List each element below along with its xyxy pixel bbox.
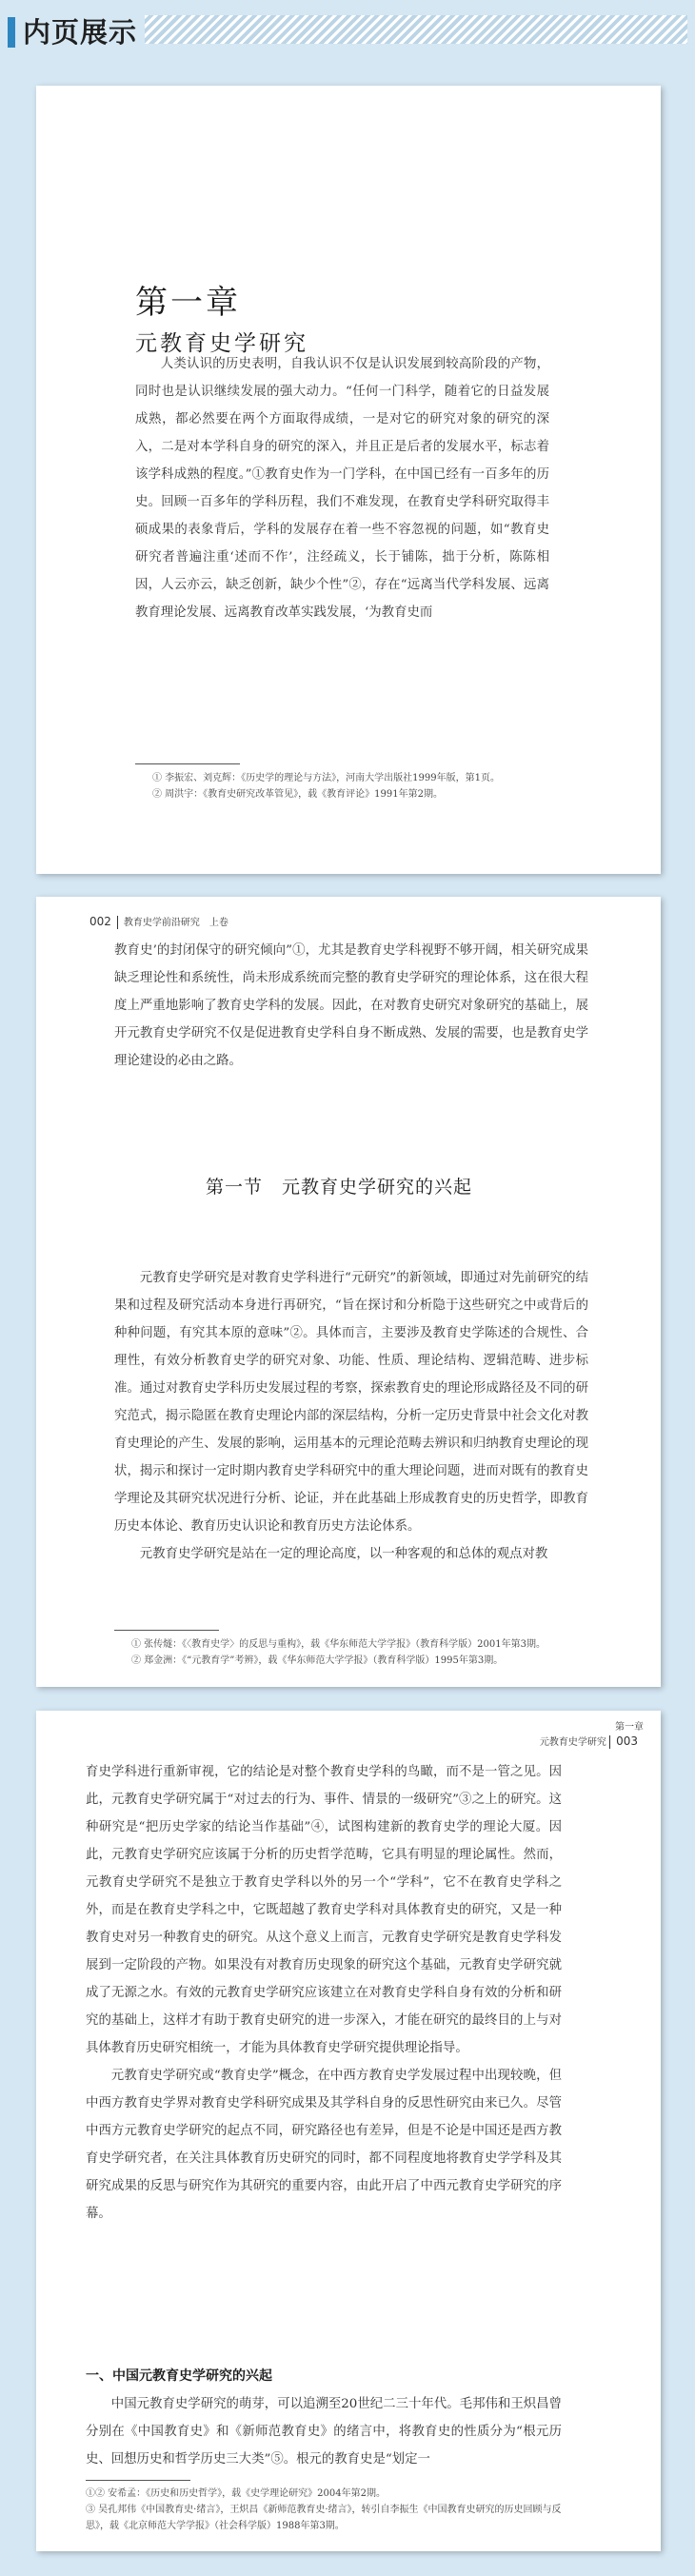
book-page-1 xyxy=(36,86,661,874)
paragraph: 元教育史学研究是站在一定的理论高度，以一种客观的和总体的观点对教 xyxy=(139,1547,548,1561)
page2-body xyxy=(114,1264,588,1568)
book-page-2 xyxy=(36,897,661,1687)
footnote: ① 李振宏、刘克辉：《历史学的理论与方法》，河南大学出版社1999年版，第1页。 xyxy=(152,773,500,783)
page3-footnotes xyxy=(86,2486,581,2534)
page-number: 003 xyxy=(616,1734,638,1748)
running-head xyxy=(474,1720,644,1750)
paragraph: 中国元教育史学研究的萌芽，可以追溯至20世纪二三十年代。毛邦伟和王炽昌曾分别在《中国教育史》和《新师范教育史》的绪言中，将教育史的性质分为“根元历史、回想历史和哲学历史三大类”⑤。根元的教育史是“划定一 xyxy=(86,2397,562,2467)
page3-body-bottom xyxy=(86,2390,562,2473)
subsection-title: 一、中国元教育史学研究的兴起 xyxy=(86,2368,272,2384)
footnote: ①② 安希孟：《历史和历史哲学》，载《史学理论研究》2004年第2期。 xyxy=(86,2488,386,2499)
section-title: 第一节 元教育史学研究的兴起 xyxy=(206,1177,473,1198)
page2-body-top xyxy=(114,937,588,1075)
page1-footnotes xyxy=(152,770,552,803)
chapter-number: 第一章 xyxy=(135,284,241,322)
paragraph: 元教育史学研究或“教育史学”概念，在中西方教育史学发展过程中出现较晚，但中西方教育史学界对教育史学科研究成果及其学科自身的反思性研究由来已久。尽管中西方元教育史学研究的起点不同，研究路径也有差异，但是不论是中国还是西方教育史学研究者，在关注具体教育历史研究的同时，都不同程度地将教育史学学科及其研究成果的反思与研究作为其研究的重要内容，由此开启了中西元教育史学研究的序幕。 xyxy=(86,2069,562,2221)
footnote-rule xyxy=(114,1630,219,1631)
footnote: ① 张传燧：《〈教育史学〉的反思与重构》，载《华东师范大学学报》（教育科学版）2001年第3期。 xyxy=(131,1639,546,1650)
running-head-title: 元教育史学研究 xyxy=(539,1737,606,1748)
banner-title: 内页展示 xyxy=(23,16,138,49)
paragraph: 教育史’的封闭保守的研究倾向”①，尤其是教育史学科视野不够开阔，相关研究成果缺乏理论性和系统性，尚未形成系统而完整的教育史学研究的理论体系，这在很大程度上严重地影响了教育史学科的发展。因此，在对教育史研究对象研究的基础上，展开元教育史学研究不仅是促进教育史学科自身不断成熟、发展的需要，也是教育史学理论建设的必由之路。 xyxy=(114,943,588,1068)
page3-body xyxy=(86,1758,562,2228)
footnote-rule xyxy=(86,2480,190,2481)
book-page-3 xyxy=(36,1711,661,2551)
header-banner xyxy=(0,0,695,63)
footnote: ② 周洪宇：《教育史研究改革管见》，载《教育评论》1991年第2期。 xyxy=(152,789,443,800)
page2-footnotes xyxy=(131,1636,588,1669)
banner-accent-bar xyxy=(8,17,15,48)
paragraph: 人类认识的历史表明，自我认识不仅是认识发展到较高阶段的产物，同时也是认识继续发展的强大动力。“任何一门科学，随着它的日益发展成熟，都必然要在两个方面取得成绩，一是对它的研究对象的研究的深入，二是对本学科自身的研究的深入，并且正是后者的发展水平，标志着该学科成熟的程度。”①教育史作为一门学科，在中国已经有一百多年的历史。回顾一百多年的学科历程，我们不难发现，在教育史学科研究取得丰硕成果的表象背后，学科的发展存在着一些不容忽视的问题，如“教育史研究者普遍注重‘述而不作’，注经疏义，长于铺陈，拙于分析，陈陈相因，人云亦云，缺乏创新，缺少个性”②，存在“远离当代学科发展、远离教育理论发展、远离教育改革实践发展，‘为教育史而 xyxy=(135,357,549,620)
running-head-divider xyxy=(117,916,118,929)
page1-body xyxy=(135,350,549,626)
paragraph: 育史学科进行重新审视，它的结论是对整个教育史学科的鸟瞰，而不是一管之见。因此，元教育史学研究属于“对过去的行为、事件、情景的一级研究”③之上的研究。这种研究是“把历史学家的结论当作基础”④，试图构建新的教育史学的理论大厦。因此，元教育史学研究应该属于分析的历史哲学范畴，它具有明显的理论属性。然而，元教育史学研究不是独立于教育史学科以外的另一个“学科”，它不在教育史学科之外，而是在教育史学科之中，它既超越了教育史学科对具体教育史的研究，又是一种教育史对另一种教育史的研究。从这个意义上而言，元教育史学研究是教育史学科发展到一定阶段的产物。如果没有对教育历史现象的研究这个基础，元教育史学研究就成了无源之水。有效的元教育史学研究应该建立在对教育史学科自身有效的分析和研究的基础上，这样才有助于教育史研究的进一步深入，才能在研究的最终目的上与对具体教育历史研究相统一，才能为具体教育史学研究提供理论指导。 xyxy=(86,1765,562,2055)
footnote: ② 郑金洲：《“元教育学”考辨》，载《华东师范大学学报》（教育科学版）1995年第3期。 xyxy=(131,1655,504,1666)
running-head-chapter: 第一章 xyxy=(615,1722,644,1733)
banner-stripe-decoration xyxy=(145,15,687,44)
chapter-title: 元教育史学研究 xyxy=(135,331,308,356)
footnote: ③ 吴孔邦伟《中国教育史·绪言》，王炽昌《新师范教育史·绪言》，转引自李振生《中国教育史研究的历史回顾与反思》，载《北京师范大学学报》（社会科学版）1988年第3期。 xyxy=(86,2505,562,2531)
page-number: 002 xyxy=(89,915,111,928)
running-head-title: 教育史学前沿研究 上卷 xyxy=(123,918,228,928)
paragraph: 元教育史学研究是对教育史学科进行“元研究”的新领域，即通过对先前研究的结果和过程及研究活动本身进行再研究，“旨在探讨和分析隐于这些研究之中或背后的种种问题，有究其本原的意味”②。具体而言，主要涉及教育史学陈述的合规性、合理性，有效分析教育史学的研究对象、功能、性质、理论结构、逻辑范畴、进步标准。通过对教育史学科历史发展过程的考察，探索教育史的理论形成路径及不同的研究范式，揭示隐匿在教育史理论内部的深层结构，分析一定历史背景中社会文化对教育史理论的产生、发展的影响，运用基本的元理论范畴去辨识和归纳教育史理论的现状，揭示和探讨一定时期内教育史学科研究中的重大理论问题，进而对既有的教育史学理论及其研究状况进行分析、论证，并在此基础上形成教育史的历史哲学，即教育历史本体论、教育历史认识论和教育历史方法论体系。 xyxy=(114,1271,588,1534)
running-head-divider xyxy=(609,1735,610,1749)
footnote-rule xyxy=(135,763,240,764)
running-head xyxy=(89,914,228,929)
